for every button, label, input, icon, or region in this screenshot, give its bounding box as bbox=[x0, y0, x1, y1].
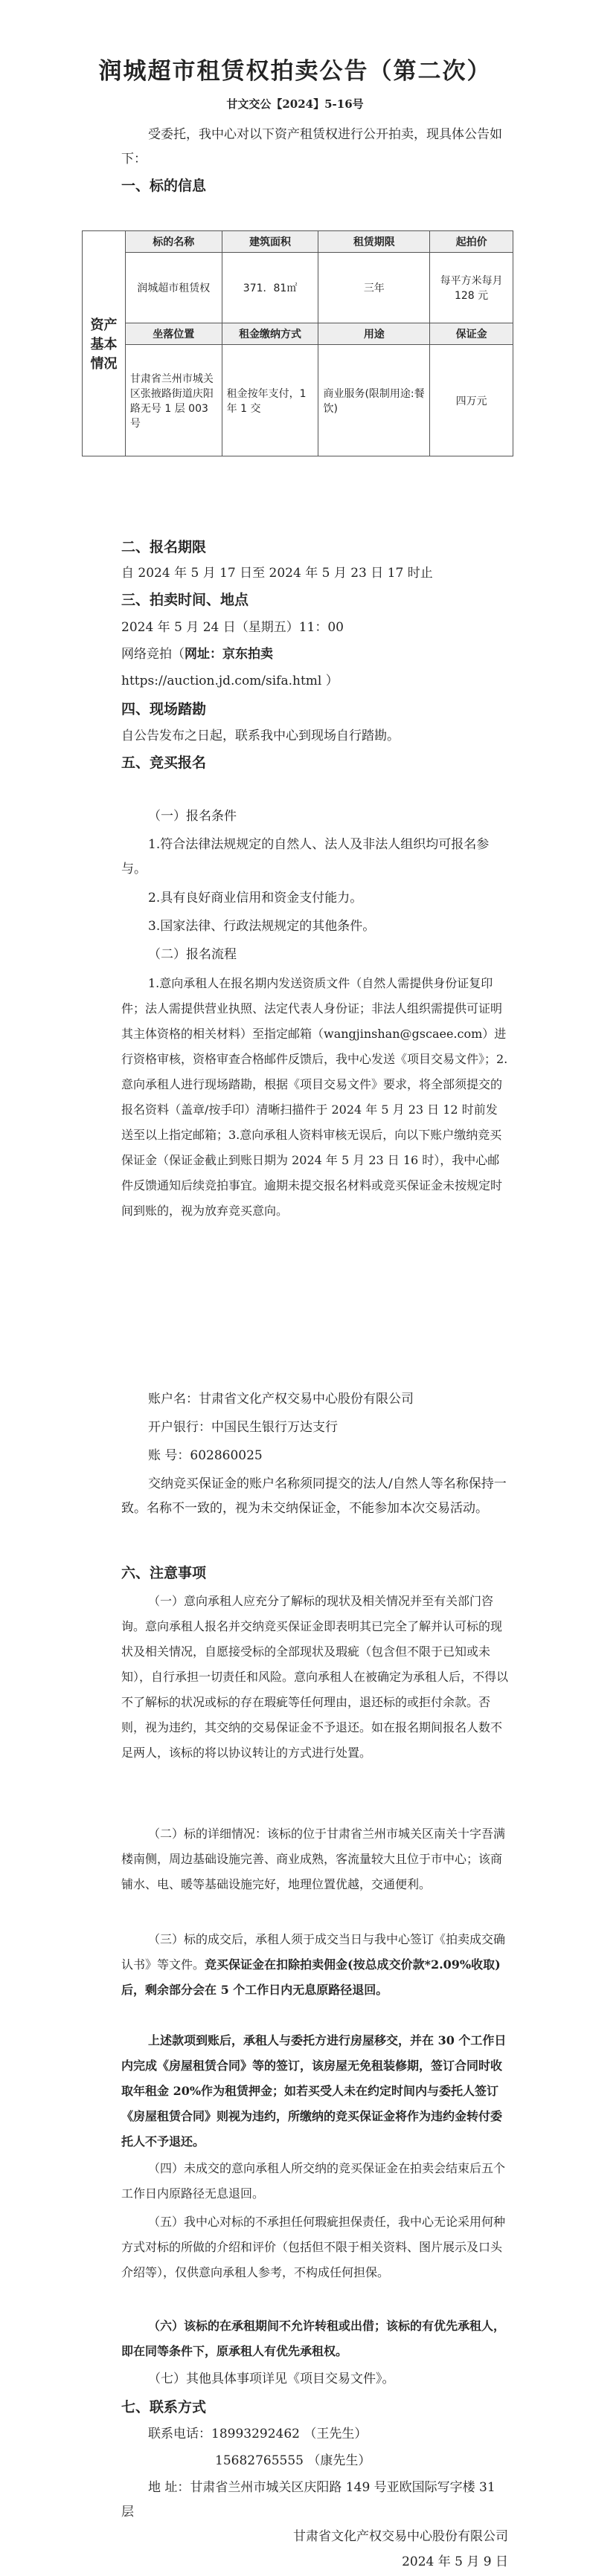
table-header-cell: 坐落位置 bbox=[125, 323, 222, 345]
intro-paragraph: 受委托，我中心对以下资产租赁权进行公开拍卖，现具体公告如下： bbox=[121, 127, 502, 167]
table-cell: 商业服务(限制用途:餐饮) bbox=[318, 345, 430, 456]
subsection-process: （二）报名流程 bbox=[148, 947, 237, 962]
account-note: 交纳竞买保证金的账户名称须同提交的法人/自然人等名称保持一致。名称不一致的，视为未交纳保证金，不能参加本次交易活动。 bbox=[121, 1476, 507, 1516]
section-heading-3: 三、拍卖时间、地点 bbox=[121, 592, 249, 608]
asset-info-table bbox=[82, 230, 513, 456]
table-header-cell: 租金缴纳方式 bbox=[222, 323, 318, 345]
notice-7: （七）其他具体事项详见《项目交易文件》。 bbox=[148, 2372, 395, 2386]
notice-2: （二）标的详细情况：该标的位于甘肃省兰州市城关区南关十字吾满楼南侧，周边基础设施完善、商业成熟，客流量较大且位于市中心；该商铺水、电、暖等基础设施完好，地理位置优越，交通便利。 bbox=[121, 1827, 506, 1891]
platform-prefix: 网络竞拍（ bbox=[121, 647, 185, 662]
condition-3: 3.国家法律、行政法规规定的其他条件。 bbox=[148, 919, 376, 934]
table-cell: 每平方米每月 128 元 bbox=[430, 253, 513, 323]
section-heading-5: 五、竞买报名 bbox=[121, 755, 207, 771]
contact-phone-2: 15682765555 （康先生） bbox=[215, 2453, 371, 2468]
notice-3-lease: 上述款项到账后，承租人与委托方进行房屋移交，并在 30 个工作日内完成《房屋租赁合同》等的签订，该房屋无免租装修期，签订合同时收取年租金 20%作为租赁押金；如若买受人未在约定时间内与委托人签订《房屋租赁合同》则视为违约，所缴纳的竞买保证金将作为违约金转付委托人不予退还。 bbox=[121, 2033, 507, 2149]
section-heading-1: 一、标的信息 bbox=[121, 178, 207, 194]
platform-name: 网址：京东拍卖 bbox=[185, 647, 273, 662]
section-heading-6: 六、注意事项 bbox=[121, 1565, 207, 1581]
registration-period: 自 2024 年 5 月 17 日至 2024 年 5 月 23 日 17 时止 bbox=[121, 566, 433, 581]
survey-text: 自公告发布之日起，联系我中心到现场自行踏勘。 bbox=[121, 729, 400, 743]
table-header-cell: 租赁期限 bbox=[318, 231, 430, 253]
notice-3-deposit: 竞买保证金在扣除拍卖佣金(按总成交价款*2.09%收取)后，剩余部分会在 5 个工作日内无息原路径退回。 bbox=[121, 1957, 501, 1997]
auction-platform bbox=[121, 642, 508, 667]
section-heading-2: 二、报名期限 bbox=[121, 539, 207, 555]
notice-3 bbox=[121, 1927, 508, 2003]
section-heading-4: 四、现场踏勘 bbox=[121, 701, 207, 717]
notice-3-text: （三）标的成交后，承租人须于成交当日与我中心签订《拍卖成交确认书》等文件。 bbox=[121, 1932, 506, 1972]
notice-1: （一）意向承租人应充分了解标的现状及相关情况并至有关部门咨询。意向承租人报名并交纳竞买保证金即表明其已完全了解并认可标的现状及相关情况，自愿接受标的全部现状及瑕疵（包含但不限于已知或未知），自行承担一切责任和风险。意向承租人在被确定为承租人后，不得以不了解标的状况或标的存在瑕疵等任何理由，退还标的或拒付余款。否则，视为违约，其交纳的交易保证金不予退还。如在报名期间报名人数不足两人，该标的将以协议转让的方式进行处置。 bbox=[121, 1594, 509, 1760]
condition-2: 2.具有良好商业信用和资金支付能力。 bbox=[148, 891, 363, 906]
table-cell: 371．81㎡ bbox=[222, 253, 318, 323]
table-cell: 润城超市租赁权 bbox=[125, 253, 222, 323]
auction-url-link[interactable]: https://auction.jd.com/sifa.html ） bbox=[121, 674, 339, 688]
notice-5: （五）我中心对标的不承担任何瑕疵担保责任，我中心无论采用何种方式对标的所做的介绍和评价（包括但不限于相关资料、图片展示及口头介绍等），仅供意向承租人参考，不构成任何担保。 bbox=[121, 2215, 506, 2279]
auction-time: 2024 年 5 月 24 日（星期五）11：00 bbox=[121, 620, 344, 635]
table-header-cell: 起拍价 bbox=[430, 231, 513, 253]
table-side-label: 资产基本情况 bbox=[83, 231, 126, 456]
table-header-cell: 保证金 bbox=[430, 323, 513, 345]
notice-6: （六）该标的在承租期间不允许转租或出借；该标的有优先承租人，即在同等条件下，原承租人有优先承租权。 bbox=[121, 2319, 506, 2358]
table-cell: 租金按年支付，1 年 1 交 bbox=[222, 345, 318, 456]
condition-1: 1.符合法律法规规定的自然人、法人及非法人组织均可报名参与。 bbox=[121, 837, 490, 877]
document-number: 甘文交公【2024】5-16号 bbox=[226, 97, 364, 111]
table-cell: 三年 bbox=[318, 253, 430, 323]
table-header-cell: 标的名称 bbox=[125, 231, 222, 253]
contact-phone-1: 联系电话：18993292462 （王先生） bbox=[148, 2427, 368, 2441]
page-title: 润城超市租赁权拍卖公告（第二次） bbox=[98, 58, 492, 85]
subsection-conditions: （一）报名条件 bbox=[148, 809, 237, 824]
account-name: 账户名：甘肃省文化产权交易中心股份有限公司 bbox=[148, 1392, 414, 1407]
table-header-cell: 用途 bbox=[318, 323, 430, 345]
table-cell: 甘肃省兰州市城关区张掖路街道庆阳路无号 1 层 003 号 bbox=[125, 345, 222, 456]
signature-date: 2024 年 5 月 9 日 bbox=[402, 2554, 508, 2569]
process-text: 1.意向承租人在报名期内发送资质文件（自然人需提供身份证复印件；法人需提供营业执照、法定代表人身份证；非法人组织需提供可证明其主体资格的相关材料）至指定邮箱（wangjinshan@gscaee.com）进行资格审核，资格审查合格邮件反馈后，我中心发送《项目交易文件》；2.意向承租人进行现场踏勘，根据《项目交易文件》要求，将全部须提交的报名资料（盖章/按手印）清晰扫描件于 2024 年 5 月 23 日 12 时前发送至以上指定邮箱；3.意向承租人资料审核无误后，向以下账户缴纳竞买保证金（保证金截止到账日期为 2024 年 5 月 23 日 16 时），我中心邮件反馈通知后续竞拍事宜。逾期未提交报名材料或竞买保证金未按规定时间到账的，视为放弃竞买意向。 bbox=[121, 976, 508, 1218]
contact-address: 地 址：甘肃省兰州市城关区庆阳路 149 号亚欧国际写字楼 31 层 bbox=[121, 2480, 496, 2519]
section-heading-7: 七、联系方式 bbox=[121, 2399, 207, 2415]
notice-4: （四）未成交的意向承租人所交纳的竞买保证金在拍卖会结束后五个工作日内原路径无息退回。 bbox=[121, 2161, 506, 2201]
signature-org: 甘肃省文化产权交易中心股份有限公司 bbox=[293, 2529, 508, 2544]
table-cell: 四万元 bbox=[430, 345, 513, 456]
account-bank: 开户银行：中国民生银行万达支行 bbox=[148, 1420, 338, 1435]
table-header-cell: 建筑面积 bbox=[222, 231, 318, 253]
account-number: 账 号：602860025 bbox=[148, 1448, 263, 1463]
